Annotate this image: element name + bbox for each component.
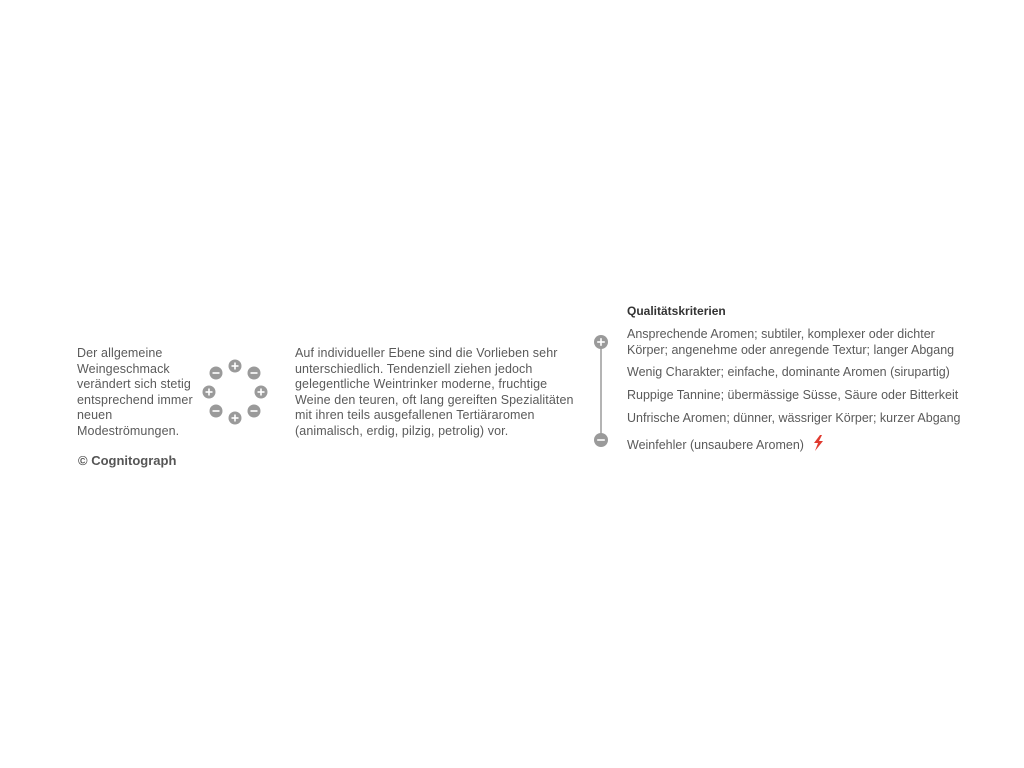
copyright-label: © Cognitograph xyxy=(78,453,177,468)
criteria-item: Unfrische Aromen; dünner, wässriger Körper; kurzer Abgang xyxy=(627,411,961,425)
criteria-item: Wenig Charakter; einfache, dominante Aromen (sirupartig) xyxy=(627,365,950,379)
quality-scale xyxy=(590,332,612,452)
preference-cycle-diagram xyxy=(198,354,272,428)
plus-icon xyxy=(229,360,242,373)
plus-icon xyxy=(594,335,608,349)
lightning-icon xyxy=(811,435,825,451)
minus-icon xyxy=(210,367,223,380)
left-description: Der allgemeine Weingeschmack verändert sich stetig entsprechend immer neuen Modeströmungen. xyxy=(77,346,193,438)
criteria-item-flaw xyxy=(627,435,967,454)
criteria-title: Qualitätskriterien xyxy=(627,304,726,318)
criteria-item: Ansprechende Aromen; subtiler, komplexer oder dichter Körper; angenehme oder anregende Textur; langer Abgang xyxy=(627,327,955,357)
minus-icon xyxy=(210,405,223,418)
minus-icon xyxy=(248,367,261,380)
criteria-item: Ruppige Tannine; übermässige Süsse, Säure oder Bitterkeit xyxy=(627,388,959,402)
minus-icon xyxy=(248,405,261,418)
minus-icon xyxy=(594,433,608,447)
plus-icon xyxy=(229,412,242,425)
middle-description: Auf individueller Ebene sind die Vorlieben sehr unterschiedlich. Tendenziell ziehen jedoch gelegentliche Weintrinker moderne, fruchtige Weine den teuren, oft lang gereiften Spezialitäten mit ihren teils ausgefallenen Tertiäraromen (animalisch, erdig, pilzig, petrolig) vor. xyxy=(295,346,574,438)
plus-icon xyxy=(203,386,216,399)
plus-icon xyxy=(255,386,268,399)
criteria-item-label: Weinfehler (unsaubere Aromen) xyxy=(627,438,804,452)
